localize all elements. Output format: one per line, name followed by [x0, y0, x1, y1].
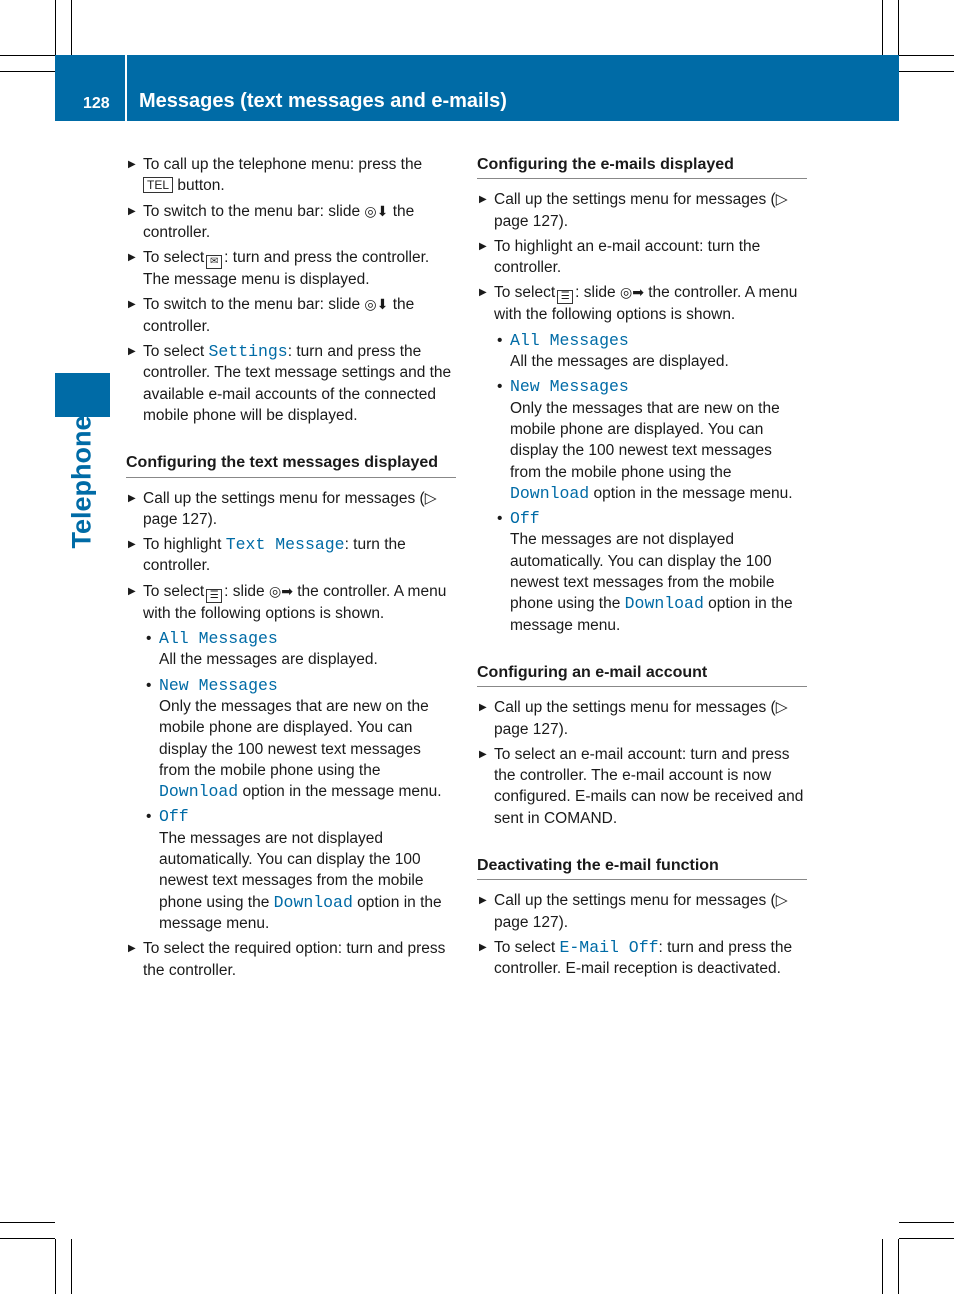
option-item: • New Messages [146, 675, 278, 695]
crop-mark [898, 0, 899, 55]
step-arrow-icon: ▶ [128, 252, 136, 264]
section-tab-marker [55, 373, 110, 417]
option-description: All the messages are displayed. [159, 651, 378, 669]
crop-mark [71, 0, 72, 55]
crop-mark [55, 1239, 56, 1294]
step: ▶ To select the required option: turn and press the controller. [128, 940, 446, 979]
option-description: The messages are not displayed automatically. You can display the 100 newest text messages from the mobile phone using the Download option in the message menu. [159, 829, 442, 932]
page-header [55, 55, 899, 121]
step-arrow-icon: ▶ [479, 287, 487, 299]
step-arrow-icon: ▶ [479, 748, 487, 760]
menu-options-icon: ☰ [206, 589, 222, 603]
crop-mark [0, 71, 55, 72]
crop-mark [899, 1238, 954, 1239]
right-column [477, 154, 807, 984]
option-description: Only the messages that are new on the mobile phone are displayed. You can display the 100 newest text messages from the mobile phone using the Download option in the message menu. [510, 399, 793, 503]
menu-item-text-message: Text Message [225, 535, 345, 555]
step: ▶ To select an e-mail account: turn and press the controller. The e-mail account is now configured. E-mails can now be received and sent in COMAND. [479, 745, 804, 827]
option-item: • All Messages [497, 330, 629, 350]
envelope-icon: ✉ [206, 255, 222, 269]
controller-slide-down-icon: ◎⬇ [364, 296, 389, 313]
controller-slide-right-icon: ◎➡ [619, 284, 644, 301]
section-heading: Configuring an e-mail account [477, 662, 807, 687]
step: ▶ To highlight Text Message: turn the controller. [128, 535, 406, 575]
crop-mark [71, 1239, 72, 1294]
step: ▶ To select ☰ : slide ◎➡ the controller. A menu with the following options is shown. [128, 582, 447, 622]
step: ▶ To select ✉ : turn and press the controller. The message menu is displayed. [128, 249, 430, 289]
left-column [126, 154, 456, 985]
step: ▶ Call up the settings menu for messages (▷ page 127). [479, 191, 788, 230]
menu-item-settings: Settings [208, 342, 288, 362]
step: ▶ To call up the telephone menu: press the TEL button. [128, 156, 423, 195]
step-arrow-icon: ▶ [128, 492, 136, 504]
step: ▶ To select ☰ : slide ◎➡ the controller. A menu with the following options is shown. [479, 284, 798, 324]
step-arrow-icon: ▶ [128, 585, 136, 597]
step-arrow-icon: ▶ [128, 299, 136, 311]
step-arrow-icon: ▶ [128, 205, 136, 217]
controller-slide-down-icon: ◎⬇ [364, 202, 389, 219]
tel-key-icon: TEL [143, 177, 173, 193]
option-item: • Off [146, 807, 189, 827]
section-heading: Configuring the text messages displayed [126, 452, 456, 477]
menu-item-email-off: E-Mail Off [559, 937, 659, 957]
step-arrow-icon: ▶ [479, 240, 487, 252]
option-description: Only the messages that are new on the mobile phone are displayed. You can display the 100 newest text messages from the mobile phone using the Download option in the message menu. [159, 697, 442, 802]
option-item: • New Messages [497, 377, 629, 397]
crop-mark [882, 1239, 883, 1294]
crop-mark [55, 0, 56, 55]
section-tab-label: Telephone [66, 415, 97, 549]
step-arrow-icon: ▶ [479, 194, 487, 206]
step: ▶ Call up the settings menu for messages (▷ page 127). [128, 489, 437, 528]
section-heading: Configuring the e-mails displayed [477, 154, 807, 179]
step-arrow-icon: ▶ [128, 539, 136, 551]
crop-mark [0, 1222, 55, 1223]
step: ▶ To switch to the menu bar: slide ◎⬇ the controller. [128, 202, 415, 241]
step-arrow-icon: ▶ [128, 159, 136, 170]
step: ▶ To select E-Mail Off: turn and press the controller. E-mail reception is deactivated. [479, 937, 793, 978]
step-arrow-icon: ▶ [479, 702, 487, 714]
crop-mark [899, 55, 954, 56]
option-item: • All Messages [146, 629, 278, 649]
option-item: • Off [497, 509, 540, 529]
step: ▶ To select Settings: turn and press the controller. The text message settings and the available e-mail accounts of the connected mobile phone will be displayed. [128, 342, 452, 424]
crop-mark [899, 1222, 954, 1223]
controller-slide-right-icon: ◎➡ [268, 582, 293, 599]
header-divider [125, 55, 127, 121]
menu-options-icon: ☰ [557, 290, 573, 304]
step: ▶ Call up the settings menu for messages (▷ page 127). [479, 892, 788, 931]
crop-mark [882, 0, 883, 55]
crop-mark [0, 1238, 55, 1239]
step-arrow-icon: ▶ [128, 346, 136, 358]
option-description: The messages are not displayed automatically. You can display the 100 newest text messages from the mobile phone using the Download option in the message menu. [510, 531, 793, 634]
crop-mark [898, 1239, 899, 1294]
crop-mark [0, 55, 55, 56]
option-description: All the messages are displayed. [510, 353, 729, 371]
section-heading: Deactivating the e-mail function [477, 855, 807, 880]
step: ▶ To highlight an e-mail account: turn the controller. [479, 237, 761, 277]
step-arrow-icon: ▶ [128, 943, 136, 955]
crop-mark [899, 71, 954, 72]
page-title: Messages (text messages and e-mails) [139, 90, 507, 112]
step-arrow-icon: ▶ [479, 895, 487, 907]
step: ▶ To switch to the menu bar: slide ◎⬇ the controller. [128, 296, 415, 335]
page-number: 128 [83, 95, 110, 112]
step-arrow-icon: ▶ [479, 941, 487, 953]
step: ▶ Call up the settings menu for messages (▷ page 127). [479, 699, 788, 738]
